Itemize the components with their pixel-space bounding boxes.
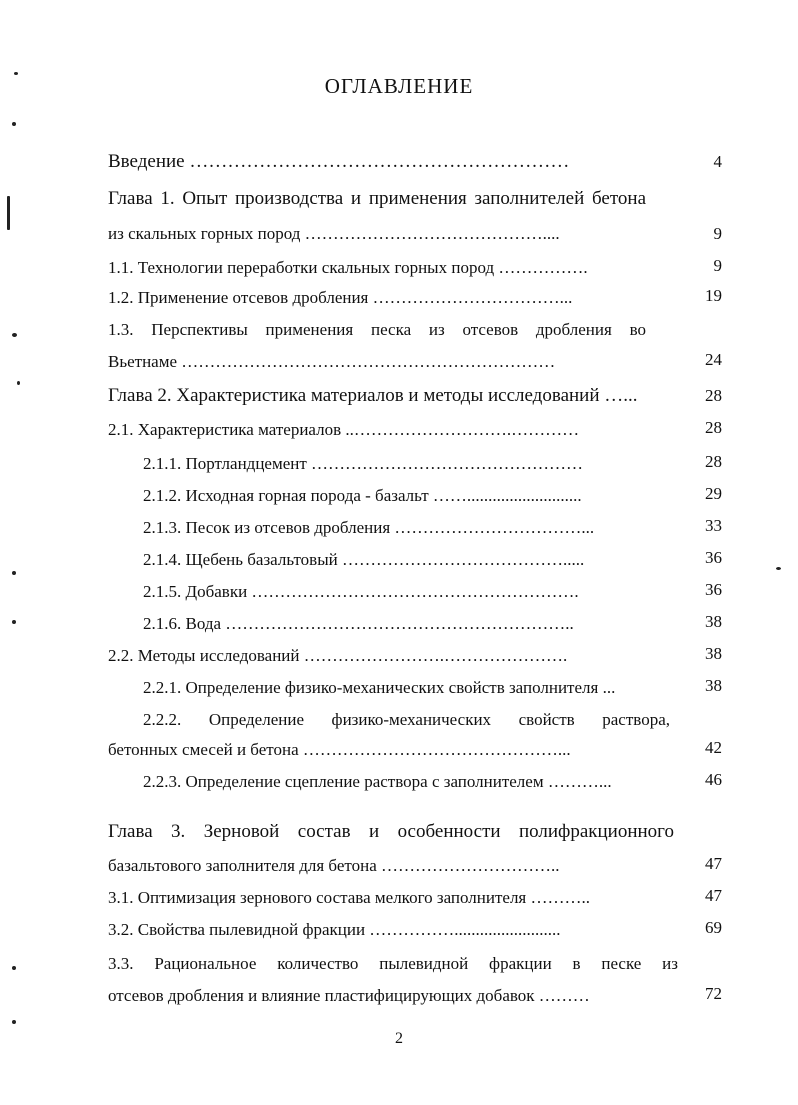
toc-entry-3-3-cont: отсевов дробления и влияние пластифицирующих добавок ……… xyxy=(108,986,590,1005)
toc-entry-2-2-1: 2.2.1. Определение физико-механических свойств заполнителя ... xyxy=(143,678,616,697)
scan-speck xyxy=(12,122,16,126)
toc-entry-chapter-1-cont: из скальных горных пород …………………………………….... xyxy=(108,224,560,243)
toc-page-2-1-4: 36 xyxy=(705,548,722,567)
toc-page-2-1-2: 29 xyxy=(705,484,722,503)
toc-entry-2-1-2: 2.1.2. Исходная горная порода - базальт ……........................... xyxy=(143,486,582,505)
toc-page-3-2: 69 xyxy=(705,918,722,937)
scan-speck xyxy=(12,1020,16,1024)
toc-title: ОГЛАВЛЕНИЕ xyxy=(324,74,474,98)
toc-page-intro: 4 xyxy=(713,152,722,171)
toc-entry-3-1: 3.1. Оптимизация зернового состава мелкого заполнителя ……….. xyxy=(108,888,590,907)
toc-page-2-1-6: 38 xyxy=(705,612,722,631)
toc-page-2-1-3: 33 xyxy=(705,516,722,535)
toc-entry-chapter-1: Глава 1. Опыт производства и применения заполнителей бетона xyxy=(108,188,646,209)
toc-entry-2-1-3: 2.1.3. Песок из отсевов дробления ……………………………... xyxy=(143,518,595,537)
toc-page-2-1-1: 28 xyxy=(705,452,722,471)
toc-entry-1-2: 1.2. Применение отсевов дробления ……………………………... xyxy=(108,288,573,307)
toc-page-1-3: 24 xyxy=(705,350,722,369)
scan-speck xyxy=(776,567,781,570)
toc-page-2-1-5: 36 xyxy=(705,580,722,599)
toc-entry-3-3: 3.3. Рациональное количество пылевидной фракции в песке из xyxy=(108,954,678,973)
toc-entry-chapter-3-cont: базальтового заполнителя для бетона ………………………….. xyxy=(108,856,560,875)
toc-page-2-2: 38 xyxy=(705,644,722,663)
scan-speck xyxy=(12,620,16,624)
toc-entry-2-2: 2.2. Методы исследований …………………….…………………. xyxy=(108,646,568,665)
toc-entry-1-3: 1.3. Перспективы применения песка из отсевов дробления во xyxy=(108,320,646,339)
toc-page-1-1: 9 xyxy=(713,256,722,275)
toc-entry-2-2-3: 2.2.3. Определение сцепление раствора с заполнителем ………... xyxy=(143,772,612,791)
scan-speck xyxy=(7,196,10,230)
toc-entry-intro: Введение …………………………………………………… xyxy=(108,151,570,172)
scan-speck xyxy=(12,966,16,970)
toc-entry-2-1-4: 2.1.4. Щебень базальтовый …………………………………..... xyxy=(143,550,585,569)
toc-page-chapter-3: 47 xyxy=(705,854,722,873)
scan-speck xyxy=(17,381,20,385)
toc-page-2-2-2: 42 xyxy=(705,738,722,757)
toc-page-2-1: 28 xyxy=(705,418,722,437)
toc-entry-2-1-1: 2.1.1. Портландцемент ………………………………………… xyxy=(143,454,584,473)
scan-speck xyxy=(14,72,18,75)
toc-page-1-2: 19 xyxy=(705,286,722,305)
toc-entry-2-1-5: 2.1.5. Добавки …………………………………………………. xyxy=(143,582,579,601)
toc-entry-1-3-cont: Вьетнаме ………………………………………………………… xyxy=(108,352,556,371)
toc-page-2-2-3: 46 xyxy=(705,770,722,789)
toc-entry-2-1: 2.1. Характеристика материалов ..……………………….………… xyxy=(108,420,580,439)
toc-page-chapter-1: 9 xyxy=(713,224,722,243)
toc-page-3-1: 47 xyxy=(705,886,722,905)
toc-entry-1-1: 1.1. Технологии переработки скальных горных пород ……………. xyxy=(108,258,588,277)
toc-entry-2-2-2-cont: бетонных смесей и бетона ………………………………………... xyxy=(108,740,571,759)
toc-entry-2-1-6: 2.1.6. Вода …………………………………………………….. xyxy=(143,614,574,633)
toc-entry-chapter-3: Глава 3. Зерновой состав и особенности полифракционного xyxy=(108,821,674,842)
toc-entry-chapter-2: Глава 2. Характеристика материалов и методы исследований …... xyxy=(108,385,638,406)
toc-page-3-3: 72 xyxy=(705,984,722,1003)
toc-entry-3-2: 3.2. Свойства пылевидной фракции ……………......................... xyxy=(108,920,561,939)
toc-page-chapter-2: 28 xyxy=(705,386,722,405)
page-number: 2 xyxy=(395,1030,403,1047)
toc-page-2-2-1: 38 xyxy=(705,676,722,695)
scan-speck xyxy=(12,571,16,575)
scan-speck xyxy=(12,333,17,337)
toc-entry-2-2-2: 2.2.2. Определение физико-механических свойств раствора, xyxy=(143,710,670,729)
